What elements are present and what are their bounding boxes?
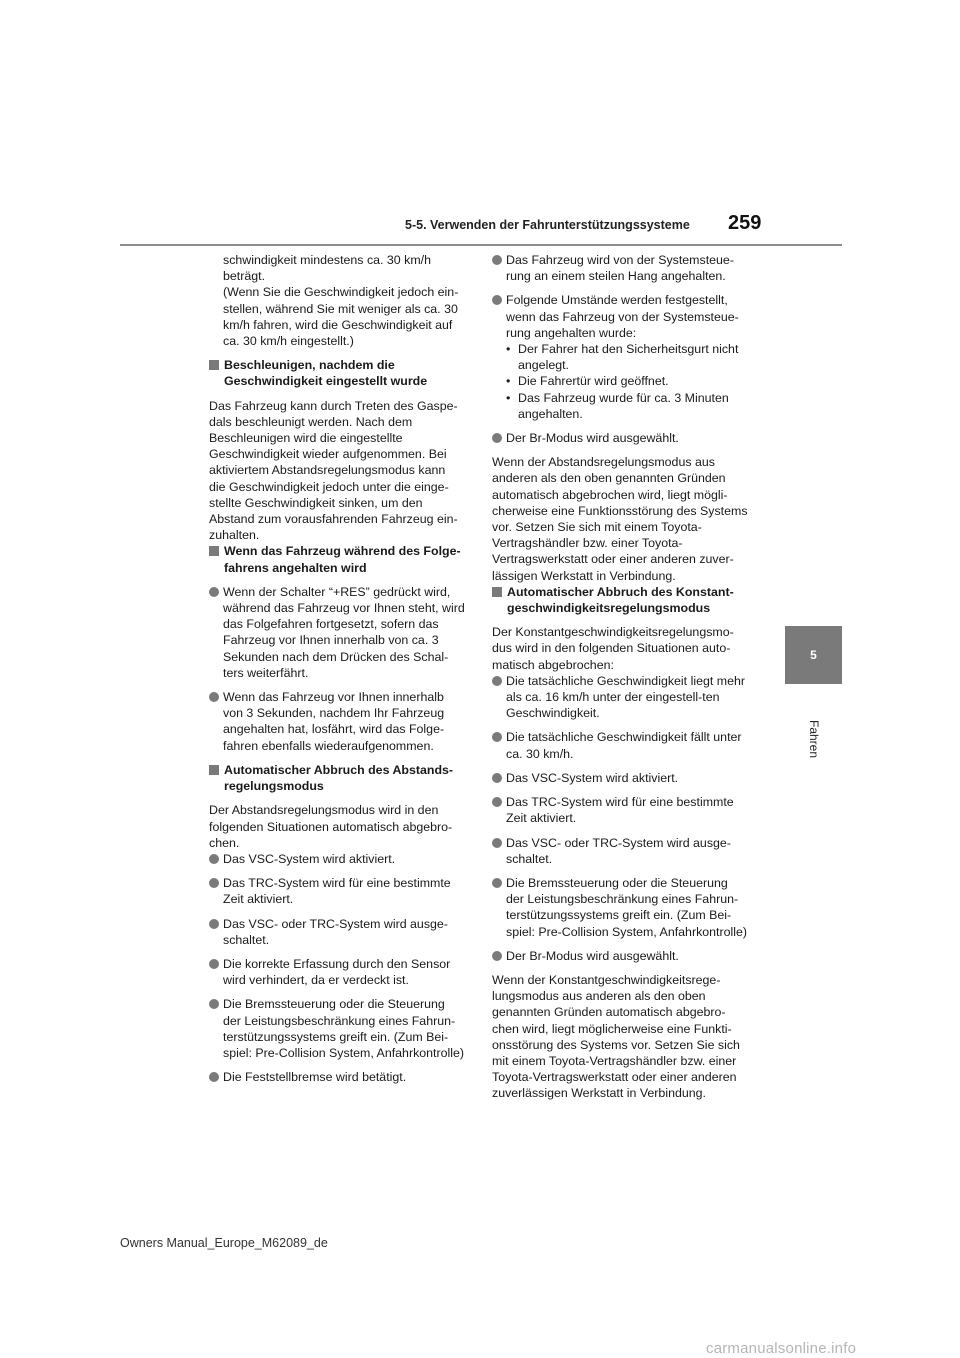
sub-item-text: Die Fahrertür wird geöffnet.: [518, 374, 669, 389]
list-item-text: Das VSC- oder TRC-System wird ausge-schaltet.: [223, 916, 448, 947]
round-bullet-icon: [209, 919, 219, 929]
list-item: [492, 794, 748, 826]
final-paragraph: Wenn der Konstantgeschwindigkeitsrege-lungsmodus aus anderen als den oben genannten Gründen automatisch abgebro-chen wird, liegt möglicherweise eine Funkti-onsstörung des Systems vor. Setzen Sie sich mit einem Toyota-Vertragshändler bzw. einer Toyota-Vertragswerkstatt oder einer anderen zuverlässigen Werkstatt in Verbindung.: [492, 972, 740, 1101]
round-bullet-icon: [209, 1072, 219, 1082]
round-bullet-icon: [492, 255, 502, 265]
round-bullet-icon: [492, 676, 502, 686]
round-bullet-icon: [492, 295, 502, 305]
dot-marker: •: [506, 342, 511, 357]
heading-accelerate: [209, 357, 465, 389]
heading-text: Automatischer Abbruch des Abstands-regelungsmodus: [224, 762, 454, 794]
round-bullet-icon: [492, 951, 502, 961]
malfunction-paragraph: Wenn der Abstandsregelungsmodus aus anderen als den oben genannten Gründen automatisch abgebrochen wird, liegt mögli-cherweise eine Funktionsstörung des Systems vor. Setzen Sie sich mit einem Toyota-Vertragshändler bzw. einer Toyota-Vertragswerkstatt oder einer anderen zuver-lässigen Werkstatt in Verbindung.: [492, 455, 748, 583]
round-bullet-icon: [209, 692, 219, 702]
square-bullet-icon: [492, 587, 502, 597]
list-item: [492, 770, 748, 786]
list-item: [209, 956, 465, 988]
intro-text: schwindigkeit mindestens ca. 30 km/h beträgt.: [223, 253, 431, 284]
header-divider: [120, 244, 842, 246]
square-bullet-icon: [209, 765, 219, 775]
list-item: [492, 729, 748, 761]
list-item-text: Das TRC-System wird für eine bestimmte Zeit aktiviert.: [223, 876, 451, 907]
round-bullet-icon: [209, 587, 219, 597]
list-item-with-subitems: [492, 292, 748, 422]
list-item-text: Der Br-Modus wird ausgewählt.: [506, 948, 679, 963]
intro-note: (Wenn Sie die Geschwindigkeit jedoch ein-stellen, während Sie mit weniger als ca. 30 km/h fahren, wird die Geschwindigkeit auf ca. 30 km/h eingestellt.): [223, 285, 459, 349]
heading-stopped: [209, 543, 465, 575]
list-item: [209, 996, 465, 1061]
sub-item: [492, 390, 748, 422]
sub-item: [492, 341, 748, 373]
accelerate-paragraph: Das Fahrzeug kann durch Treten des Gaspe-dals beschleunigt werden. Nach dem Beschleunigen wird die eingestellte Geschwindigkeit wieder aufgenommen. Bei aktiviertem Abstandsregelungsmodus kann die Geschwindigkeit jedoch unter die einge-stellte Geschwindigkeit sinken, um den Abstand zum vorausfahrenden Fahrzeug ein-zuhalten.: [209, 398, 458, 543]
dot-marker: •: [506, 390, 511, 405]
round-bullet-icon: [209, 999, 219, 1009]
auto-cancel-paragraph: Der Abstandsregelungsmodus wird in den folgenden Situationen automatisch abgebro-chen.: [209, 803, 453, 850]
list-item: [209, 875, 465, 907]
chapter-tab[interactable]: [785, 626, 842, 684]
list-item-text: Das VSC-System wird aktiviert.: [506, 770, 679, 785]
page-number: 259: [728, 212, 762, 234]
list-item-text: Die tatsächliche Geschwindigkeit fällt unter ca. 30 km/h.: [506, 730, 742, 761]
list-item: [209, 1069, 465, 1085]
footer-manual-id: Owners Manual_Europe_M62089_de: [120, 1236, 328, 1250]
left-column: [209, 252, 465, 1093]
sub-item-text: Das Fahrzeug wurde für ca. 3 Minuten angehalten.: [518, 390, 729, 421]
list-item-text: Das VSC-System wird aktiviert.: [223, 851, 396, 866]
round-bullet-icon: [209, 854, 219, 864]
right-column: [492, 252, 748, 1102]
list-item-text: Die korrekte Erfassung durch den Sensor wird verhindert, da er verdeckt ist.: [223, 956, 451, 988]
list-item: [492, 252, 748, 284]
list-item: [492, 292, 748, 341]
round-bullet-icon: [492, 773, 502, 783]
heading-auto-cancel: [209, 762, 465, 794]
list-item: [209, 584, 465, 681]
heading-text: Automatischer Abbruch des Konstant-geschwindigkeitsregelungsmodus: [507, 584, 734, 616]
list-item: [209, 851, 465, 867]
square-bullet-icon: [209, 546, 219, 556]
chapter-tab-number: 5: [810, 648, 817, 662]
list-item-text: Die Feststellbremse wird betätigt.: [223, 1070, 407, 1085]
section-title: 5-5. Verwenden der Fahrunterstützungssysteme: [405, 218, 690, 232]
list-item-text: Die Bremssteuerung oder die Steuerung der Leistungsbeschränkung eines Fahrun-terstützungssystems greift ein. (Zum Bei-spiel: Pre-Collision System, Anfahrkontrolle): [223, 997, 465, 1060]
round-bullet-icon: [492, 732, 502, 742]
list-item-text: Das Fahrzeug wird von der Systemsteue-rung an einem steilen Hang angehalten.: [506, 253, 734, 284]
constant-paragraph: Der Konstantgeschwindigkeitsregelungsmo-dus wird in den folgenden Situationen auto-matisch abgebrochen:: [492, 625, 734, 672]
list-item: [209, 689, 465, 754]
intro-block: [209, 252, 465, 349]
round-bullet-icon: [492, 797, 502, 807]
list-item-text: Die Bremssteuerung oder die Steuerung der Leistungsbeschränkung eines Fahrun-terstützungssystems greift ein. (Zum Bei-spiel: Pre-Collision System, Anfahrkontrolle): [506, 875, 748, 939]
heading-text: Wenn das Fahrzeug während des Folge-fahrens angehalten wird: [224, 544, 461, 575]
watermark: carmanualsonline.info: [706, 1340, 857, 1357]
heading-constant-cancel: [492, 584, 748, 616]
round-bullet-icon: [209, 878, 219, 888]
list-item: [492, 835, 748, 867]
square-bullet-icon: [209, 360, 219, 370]
round-bullet-icon: [492, 838, 502, 848]
list-item: [492, 673, 748, 722]
list-item: [492, 875, 748, 940]
round-bullet-icon: [209, 959, 219, 969]
list-item-text: Wenn der Schalter “+RES” gedrückt wird, während das Fahrzeug vor Ihnen steht, wird das Folgefahren fortgesetzt, sofern das Fahrzeug vor Ihnen innerhalb von ca. 3 Sekunden nach dem Drücken des Schal-ters weiterfährt.: [223, 584, 465, 680]
heading-text: Beschleunigen, nachdem die Geschwindigkeit eingestellt wurde: [224, 358, 428, 389]
sub-item: [492, 373, 748, 389]
list-item-text: Wenn das Fahrzeug vor Ihnen innerhalb von 3 Sekunden, nachdem Ihr Fahrzeug angehalten hat, losfährt, wird das Folge-fahren ebenfalls wiederaufgenommen.: [223, 690, 445, 753]
dot-marker: •: [506, 374, 511, 389]
list-item: [492, 430, 748, 446]
list-item-text: Das VSC- oder TRC-System wird ausge-schaltet.: [506, 835, 731, 866]
list-item: [209, 916, 465, 948]
list-item-text: Der Br-Modus wird ausgewählt.: [506, 431, 679, 446]
list-item-text: Die tatsächliche Geschwindigkeit liegt mehr als ca. 16 km/h unter der eingestell-ten Geschwindigkeit.: [506, 673, 745, 721]
list-item: [492, 948, 748, 964]
list-item-text: Folgende Umstände werden festgestellt, wenn das Fahrzeug von der Systemsteue-rung angehalten wurde:: [506, 293, 739, 340]
round-bullet-icon: [492, 878, 502, 888]
sub-item-text: Der Fahrer hat den Sicherheitsgurt nicht angelegt.: [518, 342, 739, 373]
round-bullet-icon: [492, 433, 502, 443]
chapter-label-text: Fahren: [807, 720, 821, 759]
chapter-label: [792, 720, 836, 780]
list-item-text: Das TRC-System wird für eine bestimmte Zeit aktiviert.: [506, 795, 734, 826]
